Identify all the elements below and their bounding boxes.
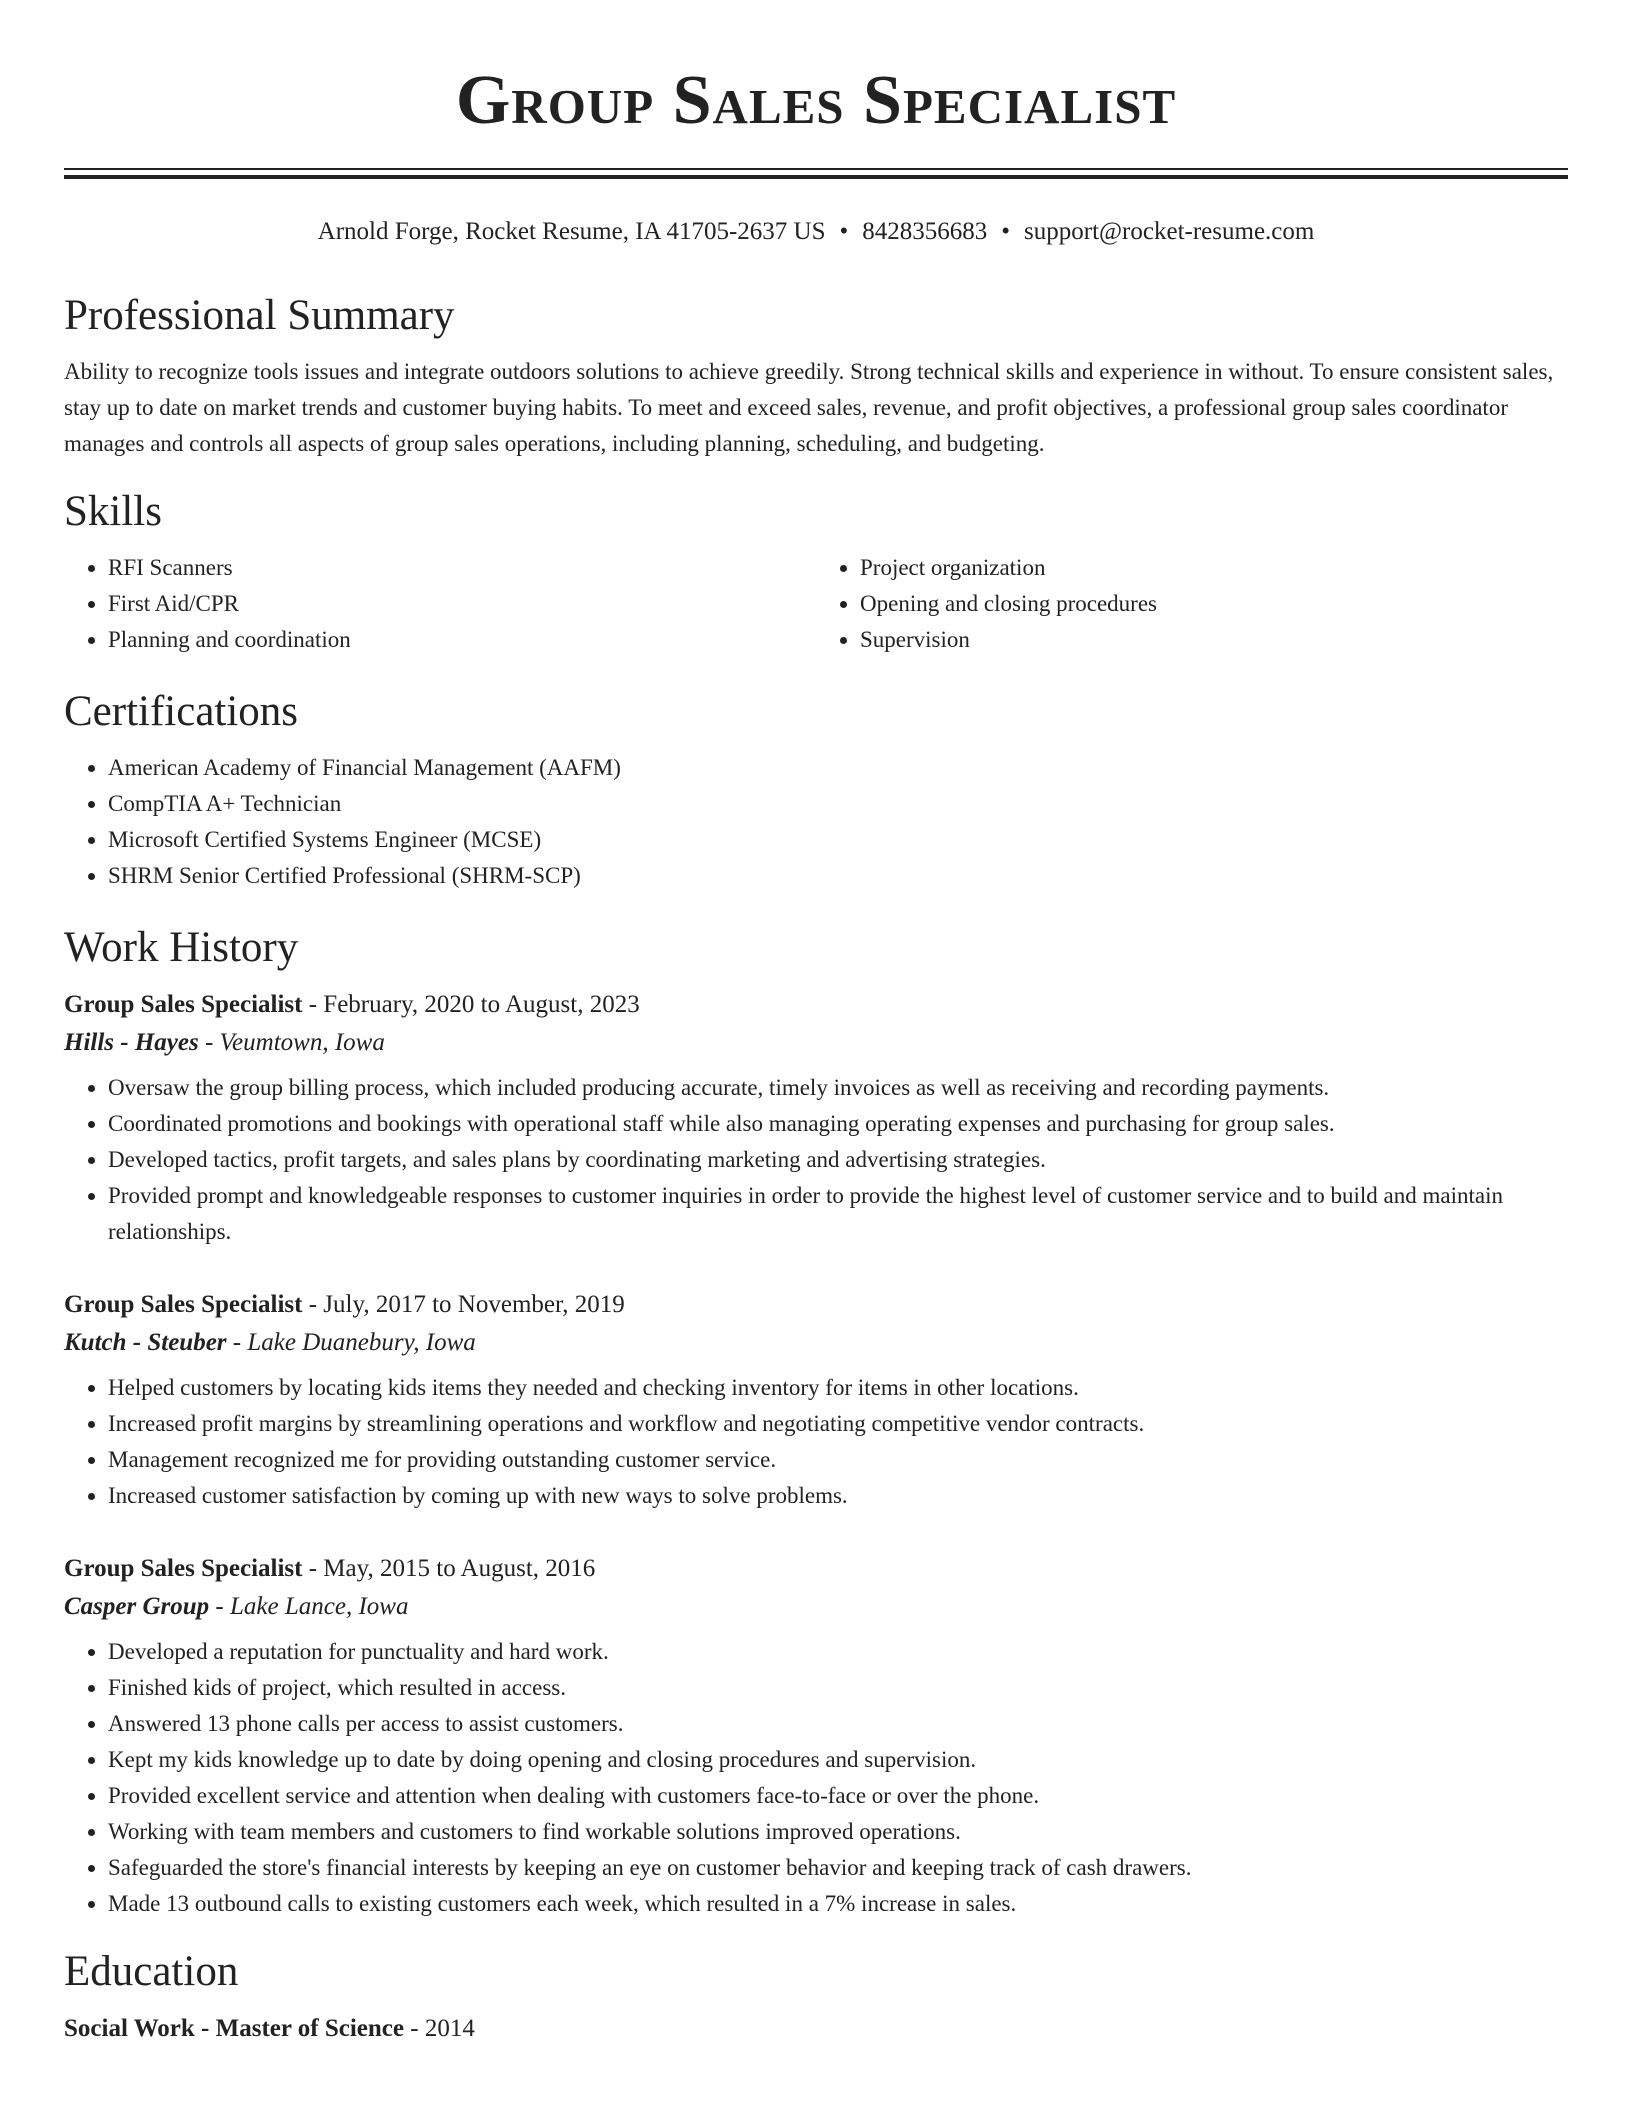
job-bullets <box>64 1370 1568 1514</box>
job-title-line <box>64 1286 1568 1324</box>
skills-list-left <box>64 550 816 658</box>
skill-item: • First Aid/CPR <box>108 586 816 622</box>
job-entry <box>64 1286 1568 1514</box>
job-dates: - May, 2015 to August, 2016 <box>302 1555 596 1582</box>
job-bullets <box>64 1634 1568 1922</box>
job-location: - Veumtown, Iowa <box>198 1029 385 1056</box>
education-degree: Social Work - Master of Science <box>64 2015 404 2042</box>
job-bullet: • Working with team members and customers to find workable solutions improved operations. <box>108 1814 1568 1850</box>
work-history-section <box>64 920 1568 1922</box>
skill-item: • Project organization <box>860 550 1568 586</box>
job-dates: - July, 2017 to November, 2019 <box>302 1291 625 1318</box>
job-entry <box>64 1550 1568 1922</box>
skills-heading: Skills <box>64 488 162 535</box>
job-bullets <box>64 1070 1568 1250</box>
certification-item: • Microsoft Certified Systems Engineer (MCSE) <box>108 822 1568 858</box>
contact-line <box>0 214 1632 250</box>
job-bullet: • Increased profit margins by streamlining operations and workflow and negotiating competitive vendor contracts. <box>108 1406 1568 1442</box>
education-section <box>64 1944 1568 2048</box>
job-company: Kutch - Steuber <box>64 1329 227 1356</box>
summary-section <box>64 288 1568 462</box>
job-title: Group Sales Specialist <box>64 1555 303 1582</box>
certification-item: • SHRM Senior Certified Professional (SHRM-SCP) <box>108 858 1568 894</box>
job-dates: - February, 2020 to August, 2023 <box>302 991 640 1018</box>
job-bullet: • Provided excellent service and attention when dealing with customers face-to-face or over the phone. <box>108 1778 1568 1814</box>
skills-columns <box>64 550 1568 658</box>
job-company-line <box>64 1324 1568 1362</box>
job-bullet: • Coordinated promotions and bookings with operational staff while also managing operating expenses and purchasing for group sales. <box>108 1106 1568 1142</box>
job-bullet: • Oversaw the group billing process, which included producing accurate, timely invoices as well as receiving and recording payments. <box>108 1070 1568 1106</box>
certification-item: • American Academy of Financial Management (AAFM) <box>108 750 1568 786</box>
job-bullet: • Provided prompt and knowledgeable responses to customer inquiries in order to provide the highest level of customer service and to build and maintain relationships. <box>108 1178 1568 1250</box>
job-location: - Lake Lance, Iowa <box>209 1593 409 1620</box>
skills-list-right <box>816 550 1568 658</box>
certifications-list <box>64 750 1568 894</box>
job-location: - Lake Duanebury, Iowa <box>226 1329 476 1356</box>
work-history-heading: Work History <box>64 924 299 971</box>
certifications-heading: Certifications <box>64 688 299 735</box>
job-bullet: • Answered 13 phone calls per access to assist customers. <box>108 1706 1568 1742</box>
job-bullet: • Increased customer satisfaction by coming up with new ways to solve problems. <box>108 1478 1568 1514</box>
resume-title: Group Sales Specialist <box>455 62 1177 139</box>
job-company: Hills - Hayes <box>64 1029 199 1056</box>
title-rule-thick <box>64 175 1568 179</box>
job-bullet: • Made 13 outbound calls to existing customers each week, which resulted in a 7% increase in sales. <box>108 1886 1568 1922</box>
job-bullet: • Kept my kids knowledge up to date by doing opening and closing procedures and supervision. <box>108 1742 1568 1778</box>
skill-item: • Opening and closing procedures <box>860 586 1568 622</box>
job-bullet: • Finished kids of project, which resulted in access. <box>108 1670 1568 1706</box>
education-entry <box>64 2010 1568 2048</box>
job-entry <box>64 986 1568 1250</box>
job-title-line <box>64 986 1568 1024</box>
job-title: Group Sales Specialist <box>64 991 303 1018</box>
job-title-line <box>64 1550 1568 1588</box>
job-company-line <box>64 1024 1568 1062</box>
job-bullet: • Safeguarded the store's financial interests by keeping an eye on customer behavior and keeping track of cash drawers. <box>108 1850 1568 1886</box>
education-year: - 2014 <box>404 2015 475 2042</box>
certifications-section <box>64 684 1568 894</box>
contact-separator: • <box>839 218 849 245</box>
job-bullet: • Developed a reputation for punctuality and hard work. <box>108 1634 1568 1670</box>
job-bullet: • Developed tactics, profit targets, and sales plans by coordinating marketing and advertising strategies. <box>108 1142 1568 1178</box>
summary-heading: Professional Summary <box>64 292 455 339</box>
contact-email: support@rocket-resume.com <box>1024 218 1315 245</box>
contact-address: Arnold Forge, Rocket Resume, IA 41705-2637 US <box>317 218 826 245</box>
certification-item: • CompTIA A+ Technician <box>108 786 1568 822</box>
resume-content <box>64 288 1568 2048</box>
job-bullet: • Management recognized me for providing outstanding customer service. <box>108 1442 1568 1478</box>
contact-phone: 8428356683 <box>862 218 988 245</box>
contact-separator: • <box>1001 218 1011 245</box>
job-title: Group Sales Specialist <box>64 1291 303 1318</box>
job-bullet: • Helped customers by locating kids items they needed and checking inventory for items in other locations. <box>108 1370 1568 1406</box>
job-company: Casper Group <box>64 1593 210 1620</box>
job-company-line <box>64 1588 1568 1626</box>
education-heading: Education <box>64 1948 239 1995</box>
skill-item: • Planning and coordination <box>108 622 816 658</box>
skill-item: • RFI Scanners <box>108 550 816 586</box>
summary-text: Ability to recognize tools issues and integrate outdoors solutions to achieve greedily. Strong technical skills and experience in without. To ensure consistent sales, stay up to date on market trends and customer buying habits. To meet and exceed sales, revenue, and profit objectives, a professional group sales coordinator manages and controls all aspects of group sales operations, including planning, scheduling, and budgeting. <box>64 359 1554 456</box>
skill-item: • Supervision <box>860 622 1568 658</box>
title-rule-thin <box>64 168 1568 170</box>
skills-section <box>64 484 1568 658</box>
